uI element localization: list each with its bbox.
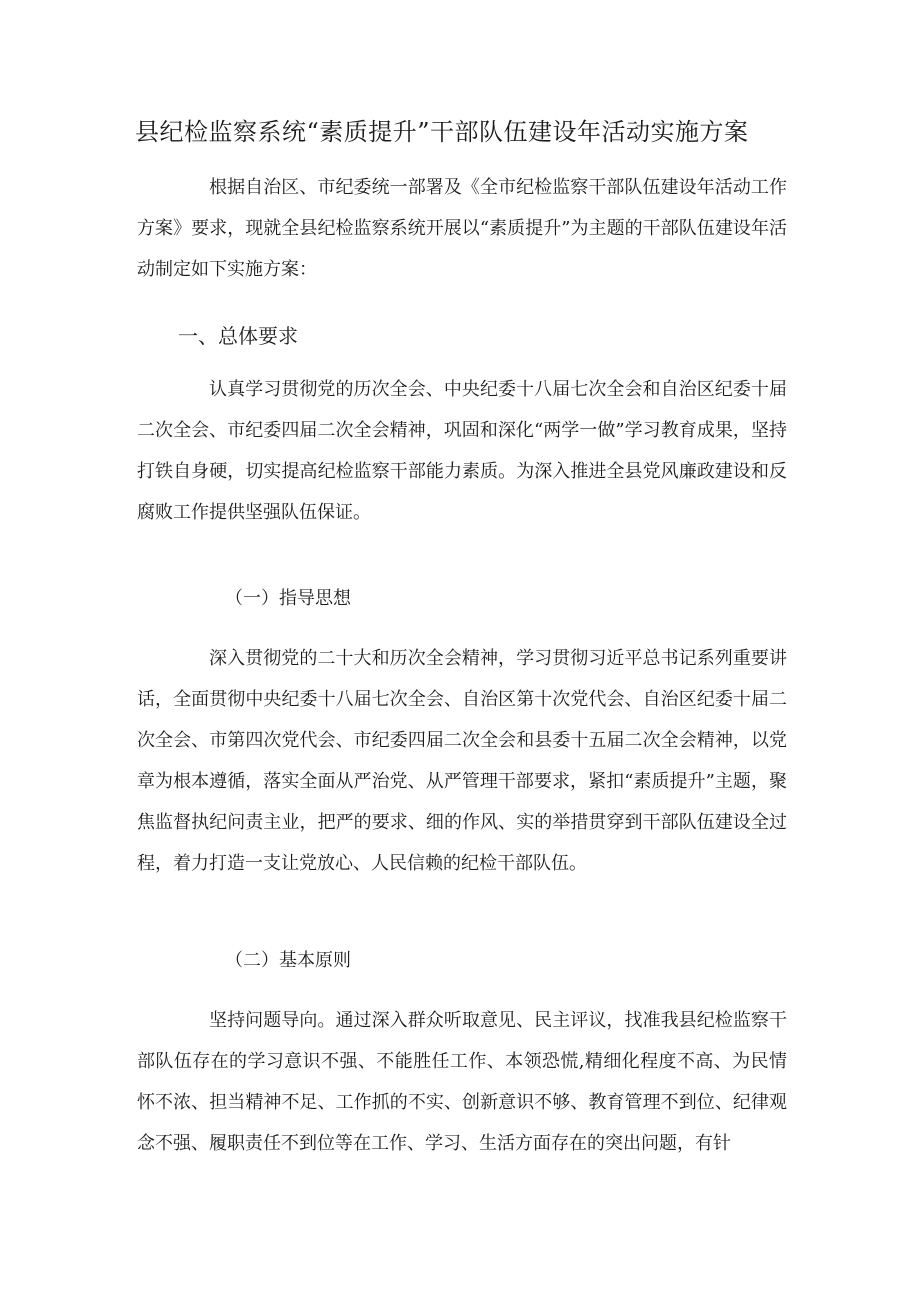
intro-paragraph: 根据自治区、市纪委统一部署及《全市纪检监察干部队伍建设年活动工作方案》要求，现就全县纪检监察系统开展以“素质提升”为主题的干部队伍建设年活动制定如下实施方案： (137, 177, 787, 280)
subsection-heading-basic-principles: （二）基本原则 (225, 950, 351, 971)
overall-requirements-paragraph: 认真学习贯彻党的历次全会、中央纪委十八届七次全会和自治区纪委十届二次全会、市纪委四届二次全会精神，巩固和深化“两学一做”学习教育成果，坚持打铁自身硬，切实提高纪检监察干部能力素质。为深入推进全县党风廉政建设和反腐败工作提供坚强队伍保证。 (137, 379, 787, 523)
section-heading-overall-requirements: 一、总体要求 (178, 324, 298, 348)
document-title: 县纪检监察系统“素质提升”干部队伍建设年活动实施方案 (135, 118, 749, 146)
basic-principles-paragraph: 坚持问题导向。通过深入群众听取意见、民主评议，找准我县纪检监察干部队伍存在的学习意识不强、不能胜任工作、本领恐慌,精细化程度不高、为民情怀不浓、担当精神不足、工作抓的不实、创新意识不够、教育管理不到位、纪律观念不强、履职责任不到位等在工作、学习、生活方面存在的突出问题，有针 (137, 1010, 787, 1154)
guiding-ideology-paragraph: 深入贯彻党的二十大和历次全会精神，学习贯彻习近平总书记系列重要讲话，全面贯彻中央纪委十八届七次全会、自治区第十次党代会、自治区纪委十届二次全会、市第四次党代会、市纪委四届二次全会和县委十五届二次全会精神，以党章为根本遵循，落实全面从严治党、从严管理干部要求，紧扣“素质提升”主题，聚焦监督执纪问责主业，把严的要求、细的作风、实的举措贯穿到干部队伍建设全过程，着力打造一支让党放心、人民信赖的纪检干部队伍。 (137, 648, 787, 874)
subsection-heading-guiding-ideology: （一）指导思想 (225, 588, 351, 609)
